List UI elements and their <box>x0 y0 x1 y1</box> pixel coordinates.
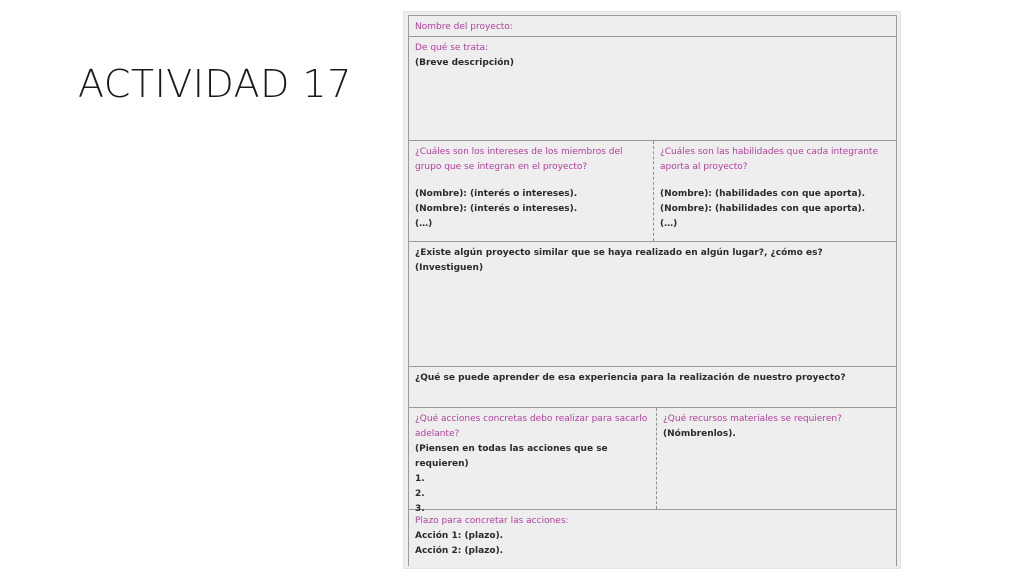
learn-question: ¿Qué se puede aprender de esa experiencia para la realización de nuestro proyecto? <box>415 373 846 383</box>
action-item: 2. <box>415 489 425 499</box>
skills-line: (Nombre): (habilidades con que aporta). <box>660 189 866 199</box>
resources-hint: (Nómbrenlos). <box>663 429 736 439</box>
interests-line: (Nombre): (interés o intereses). <box>415 204 578 214</box>
interests-cell <box>409 141 654 241</box>
about-hint: (Breve descripción) <box>415 58 514 68</box>
resources-cell <box>657 408 896 509</box>
resources-question: ¿Qué recursos materiales se requieren? <box>663 414 842 424</box>
project-form-image <box>404 12 900 568</box>
deadline-label: Plazo para concretar las acciones: <box>415 516 569 526</box>
deadline-line: Acción 2: (plazo). <box>415 546 504 556</box>
interests-question: ¿Cuáles son los intereses de los miembros del grupo que se integran en el proyecto? <box>415 147 623 172</box>
actions-cell <box>409 408 657 514</box>
actions-hint: (Piensen en todas las acciones que se requieren) <box>415 444 608 469</box>
project-name-row <box>409 16 896 37</box>
similar-project-question: ¿Existe algún proyecto similar que se haya realizado en algún lugar?, ¿cómo es? <box>415 248 823 258</box>
skills-question: ¿Cuáles son las habilidades que cada integrante aporta al proyecto? <box>660 147 878 172</box>
project-name-label: Nombre del proyecto: <box>415 22 513 32</box>
interests-skills-row <box>409 141 896 242</box>
interests-line: (Nombre): (interés o intereses). <box>415 189 578 199</box>
skills-line: (…) <box>660 219 678 229</box>
skills-line: (Nombre): (habilidades con que aporta). <box>660 204 866 214</box>
about-row <box>409 37 896 141</box>
slide-title: ACTIVIDAD 17 <box>78 62 352 106</box>
deadline-row <box>409 510 896 566</box>
action-item: 3. <box>415 504 425 514</box>
deadline-line: Acción 1: (plazo). <box>415 531 504 541</box>
skills-cell <box>654 141 896 241</box>
action-item: 1. <box>415 474 425 484</box>
actions-resources-row <box>409 408 896 514</box>
learn-row <box>409 367 896 408</box>
about-label: De qué se trata: <box>415 43 489 53</box>
project-form <box>408 15 897 566</box>
actions-question: ¿Qué acciones concretas debo realizar para sacarlo adelante? <box>415 414 648 439</box>
interests-line: (…) <box>415 219 433 229</box>
similar-project-row <box>409 242 896 367</box>
similar-project-hint: (Investiguen) <box>415 263 484 273</box>
